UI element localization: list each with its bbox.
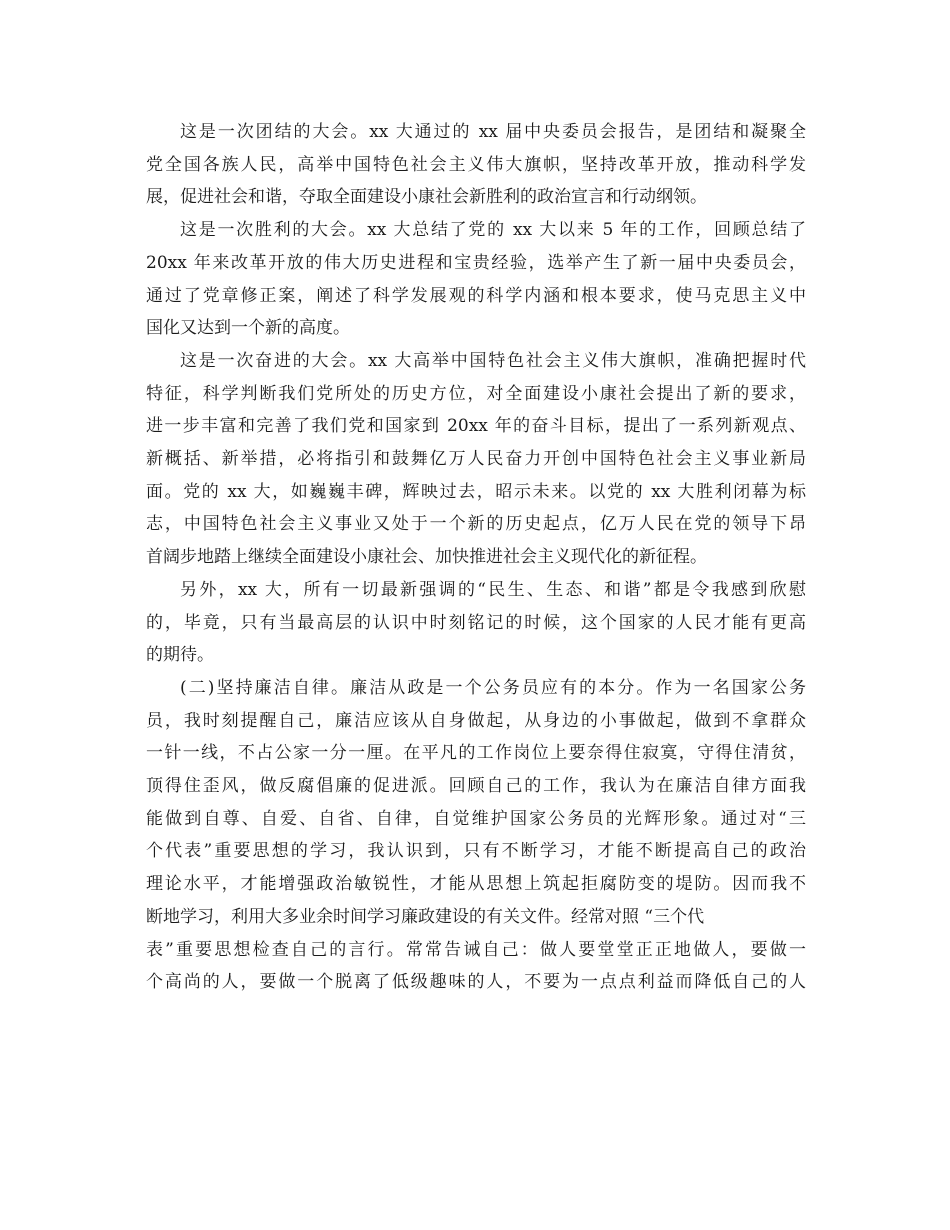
text-line: (二)坚持廉洁自律。廉洁从政是一个公务员应有的本分。作为一名国家公务 [180,677,806,698]
text-line: 理论水平，才能增强政治敏锐性，才能从思想上筑起拒腐防变的堤防。因而我不 [146,874,806,895]
text-line: 的期待。 [146,645,214,666]
text-line: 这是一次奋进的大会。xx 大高举中国特色社会主义伟大旗帜，准确把握时代 [180,350,806,371]
text-line: 另外，xx 大，所有一切最新强调的“民生、生态、和谐”都是令我感到欣慰 [180,579,806,600]
paragraph-unity-congress [146,116,806,214]
text-line: 一针一线，不占公家一分一厘。在平凡的工作岗位上要奈得住寂寞，守得住清贫， [146,743,806,764]
text-line: 能做到自尊、自爱、自省、自律，自觉维护国家公务员的光辉形象。通过对“三 [146,808,806,829]
text-line: 志，中国特色社会主义事业又处于一个新的历史起点，亿万人民在党的领导下昂 [146,514,806,535]
text-line: 员，我时刻提醒自己，廉洁应该从自身做起，从身边的小事做起，做到不拿群众 [146,710,806,731]
text-line: 党全国各族人民，高举中国特色社会主义伟大旗帜，坚持改革开放，推动科学发 [146,154,806,175]
paragraph-progress-congress [146,345,806,574]
text-line: 新概括、新举措，必将指引和鼓舞亿万人民奋力开创中国特色社会主义事业新局 [146,449,806,470]
text-line: 面。党的 xx 大，如巍巍丰碑，辉映过去，昭示未来。以党的 xx 大胜利闭幕为标 [146,481,806,502]
paragraph-victory-congress [146,214,806,345]
text-line: 通过了党章修正案，阐述了科学发展观的科学内涵和根本要求，使马克思主义中 [146,285,806,306]
text-line: 20xx 年来改革开放的伟大历史进程和宝贵经验，选举产生了新一届中央委员会， [146,252,806,273]
text-line: 国化又达到一个新的高度。 [146,318,350,339]
document-body [146,116,806,999]
text-line: 个高尚的人，要做一个脱离了低级趣味的人，不要为一点点利益而降低自己的人 [146,972,806,993]
text-line: 首阔步地踏上继续全面建设小康社会、加快推进社会主义现代化的新征程。 [146,547,707,568]
text-line: 表”重要思想检查自己的言行。常常告诫自己：做人要堂堂正正地做人，要做一 [146,939,806,960]
text-line: 这是一次团结的大会。xx 大通过的 xx 届中央委员会报告，是团结和凝聚全 [180,122,806,142]
text-line: 顶得住歪风，做反腐倡廉的促进派。回顾自己的工作，我认为在廉洁自律方面我 [146,776,806,797]
paragraph-additional-remarks [146,574,806,672]
text-line: 这是一次胜利的大会。xx 大总结了党的 xx 大以来 5 年的工作，回顾总结了 [180,220,806,241]
text-line: 个代表”重要思想的学习，我认识到，只有不断学习，才能不断提高自己的政治 [146,841,806,862]
paragraph-integrity-self-discipline [146,672,806,999]
text-line: 进一步丰富和完善了我们党和国家到 20xx 年的奋斗目标，提出了一系列新观点、 [146,416,806,437]
text-line: 特征，科学判断我们党所处的历史方位，对全面建设小康社会提出了新的要求， [146,383,806,404]
text-line: 断地学习，利用大多业余时间学习廉政建设的有关文件。经常对照 “三个代 [146,906,705,927]
text-line: 展，促进社会和谐，夺取全面建设小康社会新胜利的政治宣言和行动纲领。 [146,187,707,208]
text-line: 的，毕竟，只有当最高层的认识中时刻铭记的时候，这个国家的人民才能有更高 [146,612,806,633]
